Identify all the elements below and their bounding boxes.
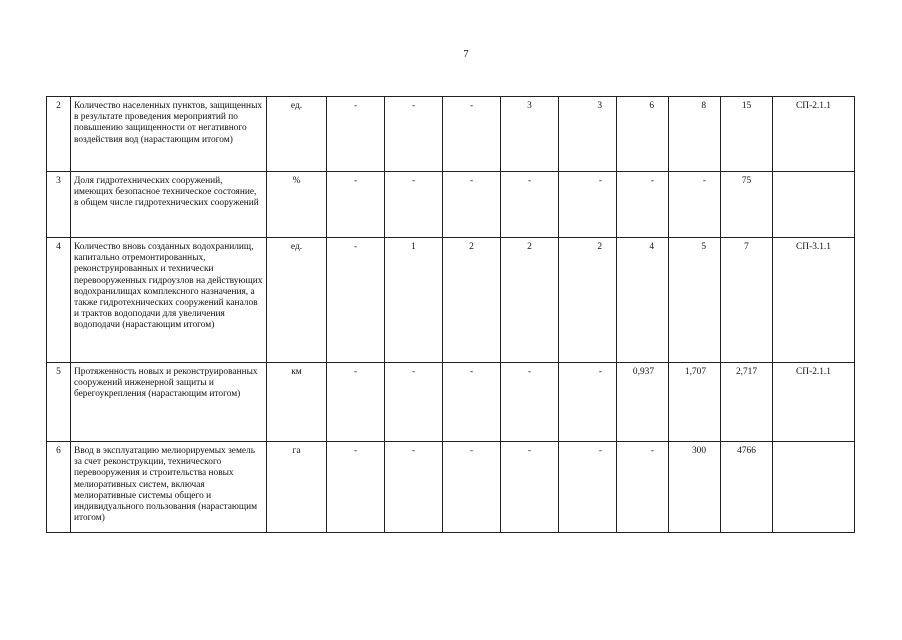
value-cell: -	[501, 172, 559, 238]
value-cell: -	[443, 442, 501, 533]
value-cell: -	[559, 172, 617, 238]
value-cell: -	[385, 97, 443, 172]
unit-cell: ед.	[267, 97, 327, 172]
page-number: 7	[463, 48, 469, 60]
value-cell: -	[385, 442, 443, 533]
value-cell: -	[501, 442, 559, 533]
value-cell: 2,717	[721, 363, 773, 442]
value-cell: 2	[559, 238, 617, 363]
value-cell: -	[385, 172, 443, 238]
reference-cell: СП-2.1.1	[773, 363, 855, 442]
value-cell: 3	[559, 97, 617, 172]
table-row	[47, 442, 855, 533]
indicator-name: Количество населенных пунктов, защищенных в результате проведения мероприятий по повышению защищенности от негативного воздействия вод (нарастающим итогом)	[71, 97, 267, 172]
value-cell: 300	[669, 442, 721, 533]
indicators-table	[46, 96, 855, 533]
value-cell: 5	[669, 238, 721, 363]
value-cell: -	[559, 363, 617, 442]
value-cell: 0,937	[617, 363, 669, 442]
unit-cell: га	[267, 442, 327, 533]
unit-cell: км	[267, 363, 327, 442]
value-cell: 4	[617, 238, 669, 363]
table-body	[47, 97, 855, 533]
value-cell: 2	[501, 238, 559, 363]
table-row	[47, 172, 855, 238]
row-number: 6	[47, 442, 71, 533]
value-cell: -	[327, 172, 385, 238]
value-cell: -	[443, 172, 501, 238]
value-cell: 15	[721, 97, 773, 172]
value-cell: 1,707	[669, 363, 721, 442]
value-cell: -	[501, 363, 559, 442]
row-number: 5	[47, 363, 71, 442]
row-number: 3	[47, 172, 71, 238]
value-cell: -	[327, 97, 385, 172]
value-cell: 1	[385, 238, 443, 363]
value-cell: 75	[721, 172, 773, 238]
unit-cell: %	[267, 172, 327, 238]
unit-cell: ед.	[267, 238, 327, 363]
value-cell: -	[443, 97, 501, 172]
table-row	[47, 97, 855, 172]
value-cell: 3	[501, 97, 559, 172]
value-cell: -	[559, 442, 617, 533]
value-cell: -	[327, 238, 385, 363]
indicator-name: Доля гидротехнических сооружений, имеющих безопасное техническое состояние, в общем числе гидротехнических сооружений	[71, 172, 267, 238]
reference-cell: СП-3.1.1	[773, 238, 855, 363]
value-cell: -	[617, 172, 669, 238]
table-row	[47, 238, 855, 363]
reference-cell	[773, 442, 855, 533]
table-row	[47, 363, 855, 442]
value-cell: -	[443, 363, 501, 442]
indicator-name: Ввод в эксплуатацию мелиорируемых земель за счет реконструкции, технического перевооружения и строительства новых мелиоративных систем, включая мелиоративные системы общего и индивидуального пользования (нарастающим итогом)	[71, 442, 267, 533]
value-cell: -	[385, 363, 443, 442]
value-cell: 4766	[721, 442, 773, 533]
row-number: 2	[47, 97, 71, 172]
value-cell: -	[669, 172, 721, 238]
reference-cell	[773, 172, 855, 238]
value-cell: -	[617, 442, 669, 533]
value-cell: -	[327, 442, 385, 533]
value-cell: 8	[669, 97, 721, 172]
value-cell: 2	[443, 238, 501, 363]
indicator-name: Количество вновь созданных водохранилищ, капитально отремонтированных, реконструированных и технически перевооруженных гидроузлов на действующих водохранилищах комплексного назначения, а также гидротехнических сооружений каналов и трактов водоподачи для увеличения водоподачи (нарастающим итогом)	[71, 238, 267, 363]
row-number: 4	[47, 238, 71, 363]
value-cell: 6	[617, 97, 669, 172]
reference-cell: СП-2.1.1	[773, 97, 855, 172]
value-cell: 7	[721, 238, 773, 363]
indicator-name: Протяженность новых и реконструированных сооружений инженерной защиты и берегоукрепления (нарастающим итогом)	[71, 363, 267, 442]
value-cell: -	[327, 363, 385, 442]
